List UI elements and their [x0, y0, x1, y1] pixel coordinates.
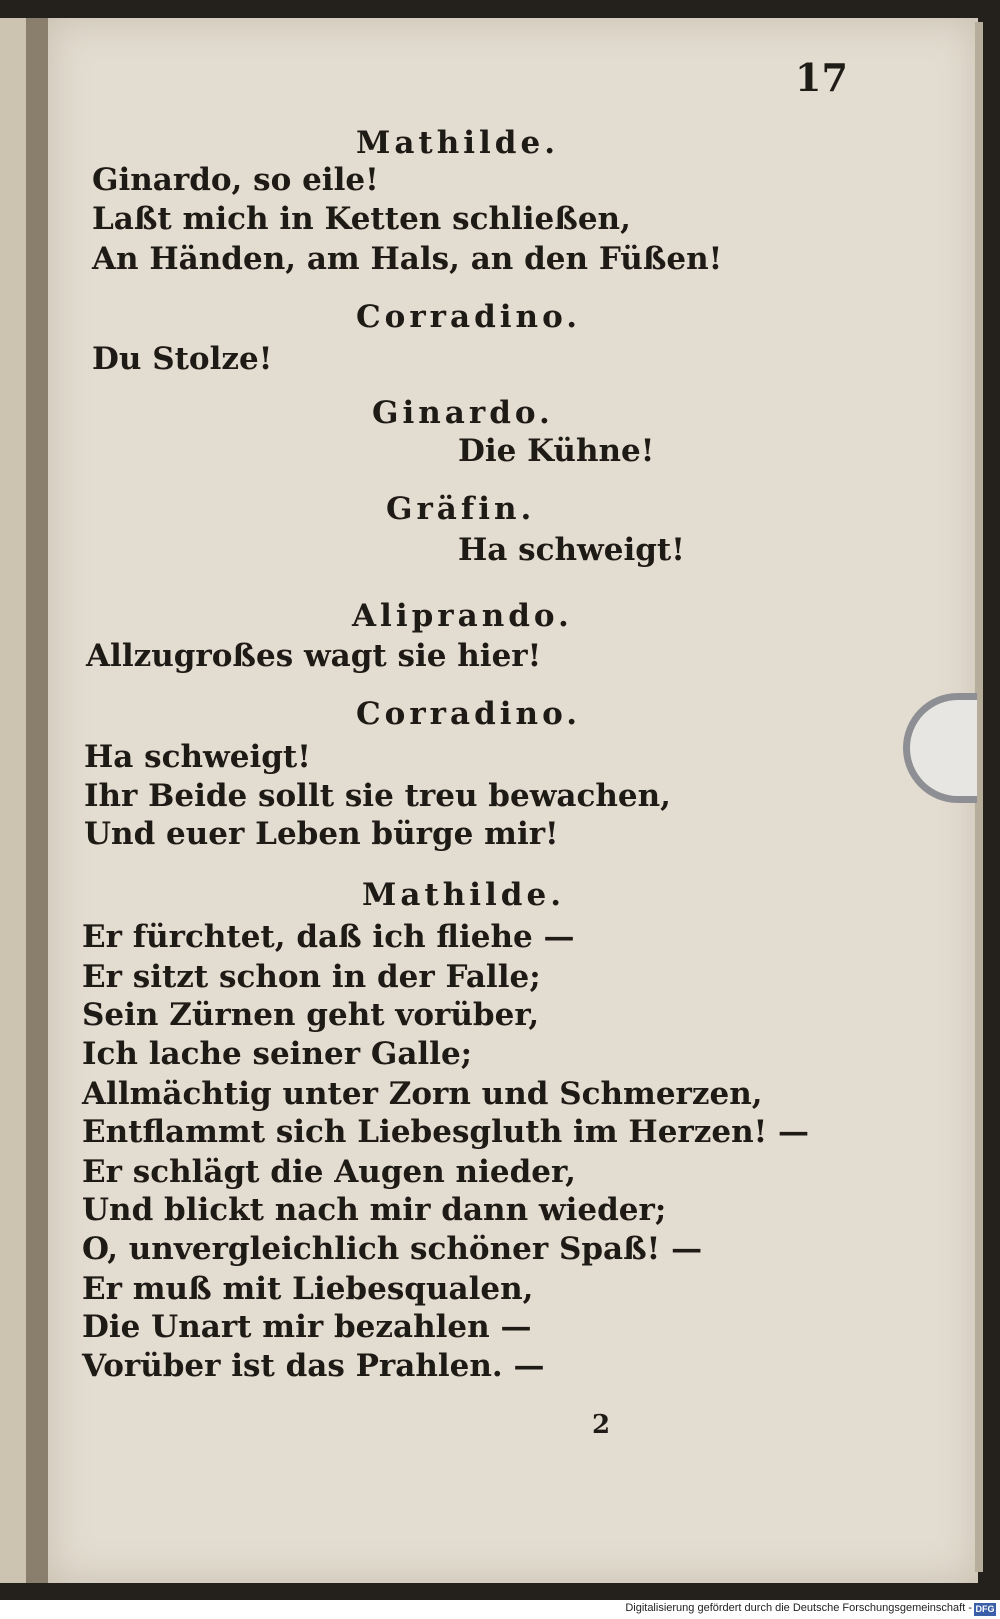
verse-line: Ich lache seiner Galle;	[82, 1036, 473, 1072]
footer-credit: Digitalisierung gefördert durch die Deutsche Forschungsgemeinschaft -	[625, 1602, 972, 1614]
verse-line: Er muß mit Liebesqualen,	[82, 1271, 534, 1307]
speaker-name: Corradino.	[356, 299, 582, 335]
verse-line: Sein Zürnen geht vorüber,	[82, 997, 540, 1033]
speaker-name: Aliprando.	[352, 598, 573, 634]
verse-line: Laßt mich in Ketten schließen,	[92, 201, 631, 237]
verse-line: Er sitzt schon in der Falle;	[82, 959, 541, 995]
verse-line: Und euer Leben bürge mir!	[84, 816, 559, 852]
page-number: 17	[795, 55, 848, 100]
verse-line: Die Unart mir bezahlen —	[82, 1309, 532, 1345]
verse-line: O, unvergleichlich schöner Spaß! —	[82, 1231, 703, 1267]
verse-line: Du Stolze!	[92, 341, 273, 377]
verse-line: Allzugroßes wagt sie hier!	[86, 638, 542, 674]
digitization-footer	[0, 1600, 1000, 1619]
verse-line: Und blickt nach mir dann wieder;	[82, 1192, 667, 1228]
speaker-name: Gräfin.	[386, 491, 536, 527]
speaker-name: Mathilde.	[356, 125, 560, 161]
verse-line: Vorüber ist das Prahlen. —	[82, 1348, 545, 1384]
verse-line: Er schlägt die Augen nieder,	[82, 1154, 576, 1190]
verse-line: Ha schweigt!	[84, 739, 311, 775]
verse-line: Ginardo, so eile!	[92, 162, 379, 198]
verse-line: Ihr Beide sollt sie treu bewachen,	[84, 778, 671, 814]
verse-line: Er fürchtet, daß ich fliehe —	[82, 919, 575, 955]
verse-line: Entflammt sich Liebesgluth im Herzen! —	[82, 1114, 810, 1150]
dfg-logo: DFG	[975, 1604, 995, 1614]
verse-line: Die Kühne!	[458, 433, 655, 469]
signature-mark: 2	[592, 1410, 611, 1440]
verse-line: Ha schweigt!	[458, 532, 685, 568]
verse-line: An Händen, am Hals, an den Füßen!	[92, 241, 723, 277]
speaker-name: Ginardo.	[372, 395, 554, 431]
speaker-name: Corradino.	[356, 696, 582, 732]
verse-line: Allmächtig unter Zorn und Schmerzen,	[82, 1076, 763, 1112]
book-gutter	[26, 18, 48, 1583]
speaker-name: Mathilde.	[362, 877, 566, 913]
previous-page-edge	[0, 18, 26, 1583]
